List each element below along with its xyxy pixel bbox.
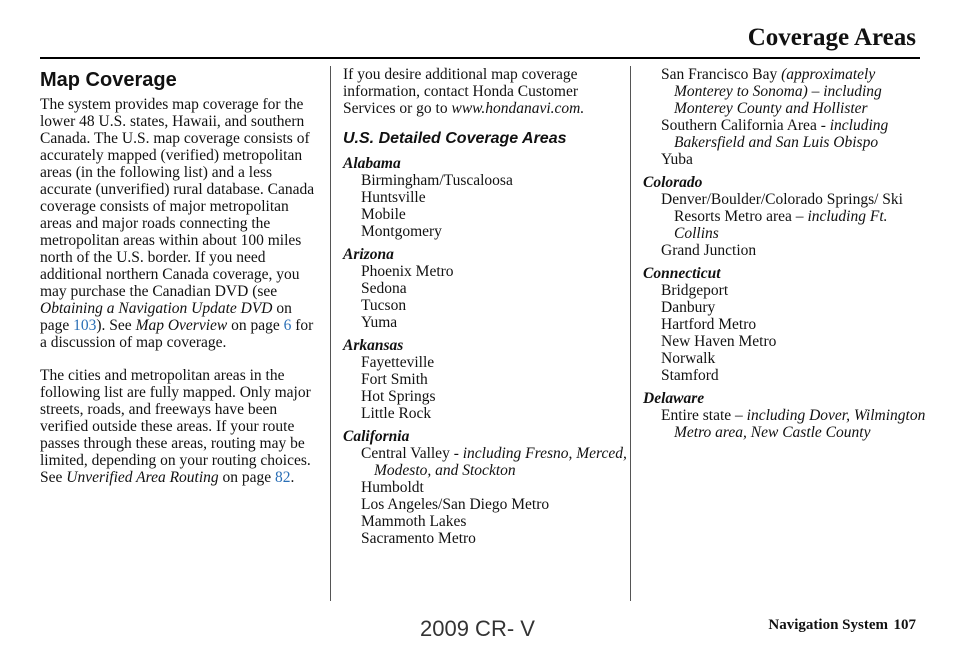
column-left <box>40 66 322 502</box>
state-california: California <box>343 428 410 445</box>
page-link-103[interactable]: 103 <box>73 317 97 334</box>
state-delaware: Delaware <box>643 390 705 407</box>
list-item: Little Rock <box>361 405 432 422</box>
column-middle <box>343 66 628 547</box>
text: Central Valley - <box>361 445 463 462</box>
list-item: Mammoth Lakes <box>361 513 467 530</box>
text: . <box>290 469 295 486</box>
column-divider <box>630 66 631 601</box>
list-item: Norwalk <box>661 350 716 367</box>
state-alabama: Alabama <box>343 155 401 172</box>
list-item: Fayetteville <box>361 354 435 371</box>
area-note: including Fresno, Merced, Modesto, and Stockton <box>374 445 627 479</box>
text: Entire state – <box>661 407 747 424</box>
list-item: Tucson <box>361 297 407 314</box>
page-link-82[interactable]: 82 <box>275 469 291 486</box>
text: The system provides map coverage for the lower 48 U.S. states, Hawaii, and southern Canada. The U.S. map coverage consists of accurately mapped (verified) metropolitan areas (in the following list) and a less accurate (unverified) rural database. Canada coverage consists of major metropolitan areas and major roads connecting the metropolitan areas within about 100 miles north of the U.S. border. If you need additional northern Canada coverage, you may purchase the Canadian DVD (see <box>40 96 315 300</box>
page-number: 107 <box>893 617 916 633</box>
list-item: Hartford Metro <box>661 316 757 333</box>
state-connecticut: Connecticut <box>643 265 721 282</box>
list-item: Yuma <box>361 314 398 331</box>
ref-unverified-area-routing: Unverified Area Routing <box>66 469 219 486</box>
text: Denver/Boulder/Colorado Springs/ Ski Resorts Metro area – <box>661 191 903 225</box>
list-item: Phoenix Metro <box>361 263 454 280</box>
area-note: (approximately Monterey to Sonoma) – including Monterey County and Hollister <box>674 66 882 117</box>
list-item: Hot Springs <box>361 388 436 405</box>
ref-obtaining-update-dvd: Obtaining a Navigation Update DVD <box>40 300 273 317</box>
list-item: Grand Junction <box>661 242 757 259</box>
paragraph-coverage-intro <box>40 96 322 351</box>
text: Southern California Area - <box>661 117 830 134</box>
list-item: Montgomery <box>361 223 442 240</box>
list-item <box>643 117 933 151</box>
area-note: including Dover, Wilmington Metro area, New Castle County <box>674 407 926 441</box>
list-item <box>643 66 933 117</box>
list-item: Mobile <box>361 206 406 223</box>
list-item: Los Angeles/San Diego Metro <box>361 496 550 513</box>
header-rule <box>40 57 920 59</box>
text: The cities and metropolitan areas in the following list are fully mapped. Only major streets, roads, and freeways have been verified outside these areas. If your route passes through these areas, routing may be limited, depending on your routing choices. See <box>40 367 311 486</box>
list-item <box>643 191 933 242</box>
section-heading-map-coverage: Map Coverage <box>40 69 177 91</box>
list-item: Sedona <box>361 280 407 297</box>
state-arizona: Arizona <box>343 246 394 263</box>
list-item: Sacramento Metro <box>361 530 476 547</box>
page-link-6[interactable]: 6 <box>283 317 292 334</box>
text: ). See <box>96 317 136 334</box>
list-item: Danbury <box>661 299 716 316</box>
state-colorado: Colorado <box>643 174 703 191</box>
column-divider <box>330 66 331 601</box>
page-title: Coverage Areas <box>747 24 916 51</box>
footer-label: Navigation System <box>768 617 888 633</box>
text: on page <box>40 300 292 334</box>
list-item: Fort Smith <box>361 371 428 388</box>
area-note: including Ft. Collins <box>674 208 888 242</box>
website-url: www.hondanavi.com. <box>451 100 585 117</box>
state-arkansas: Arkansas <box>343 337 404 354</box>
section-heading-detailed-areas: U.S. Detailed Coverage Areas <box>343 130 567 147</box>
text: on page <box>227 317 284 334</box>
ref-map-overview: Map Overview <box>135 317 228 334</box>
list-item: New Haven Metro <box>661 333 777 350</box>
list-item: Yuba <box>661 151 693 168</box>
watermark: 2009 CR- V <box>420 616 535 641</box>
list-item <box>343 445 628 479</box>
list-item: Birmingham/Tuscaloosa <box>361 172 513 189</box>
text: for a discussion of map coverage. <box>40 317 314 351</box>
text: San Francisco Bay <box>661 66 782 83</box>
list-item: Huntsville <box>361 189 426 206</box>
list-item: Stamford <box>661 367 719 384</box>
list-item: Humboldt <box>361 479 424 496</box>
paragraph-contact <box>343 66 628 117</box>
list-item: Bridgeport <box>661 282 729 299</box>
area-note: including Bakersfield and San Luis Obispo <box>674 117 889 151</box>
column-right <box>643 66 933 441</box>
list-item <box>643 407 933 441</box>
text: on page <box>218 469 276 486</box>
paragraph-mapped-areas <box>40 367 322 486</box>
text: If you desire additional map coverage information, contact Honda Customer Services or go to <box>343 66 579 117</box>
